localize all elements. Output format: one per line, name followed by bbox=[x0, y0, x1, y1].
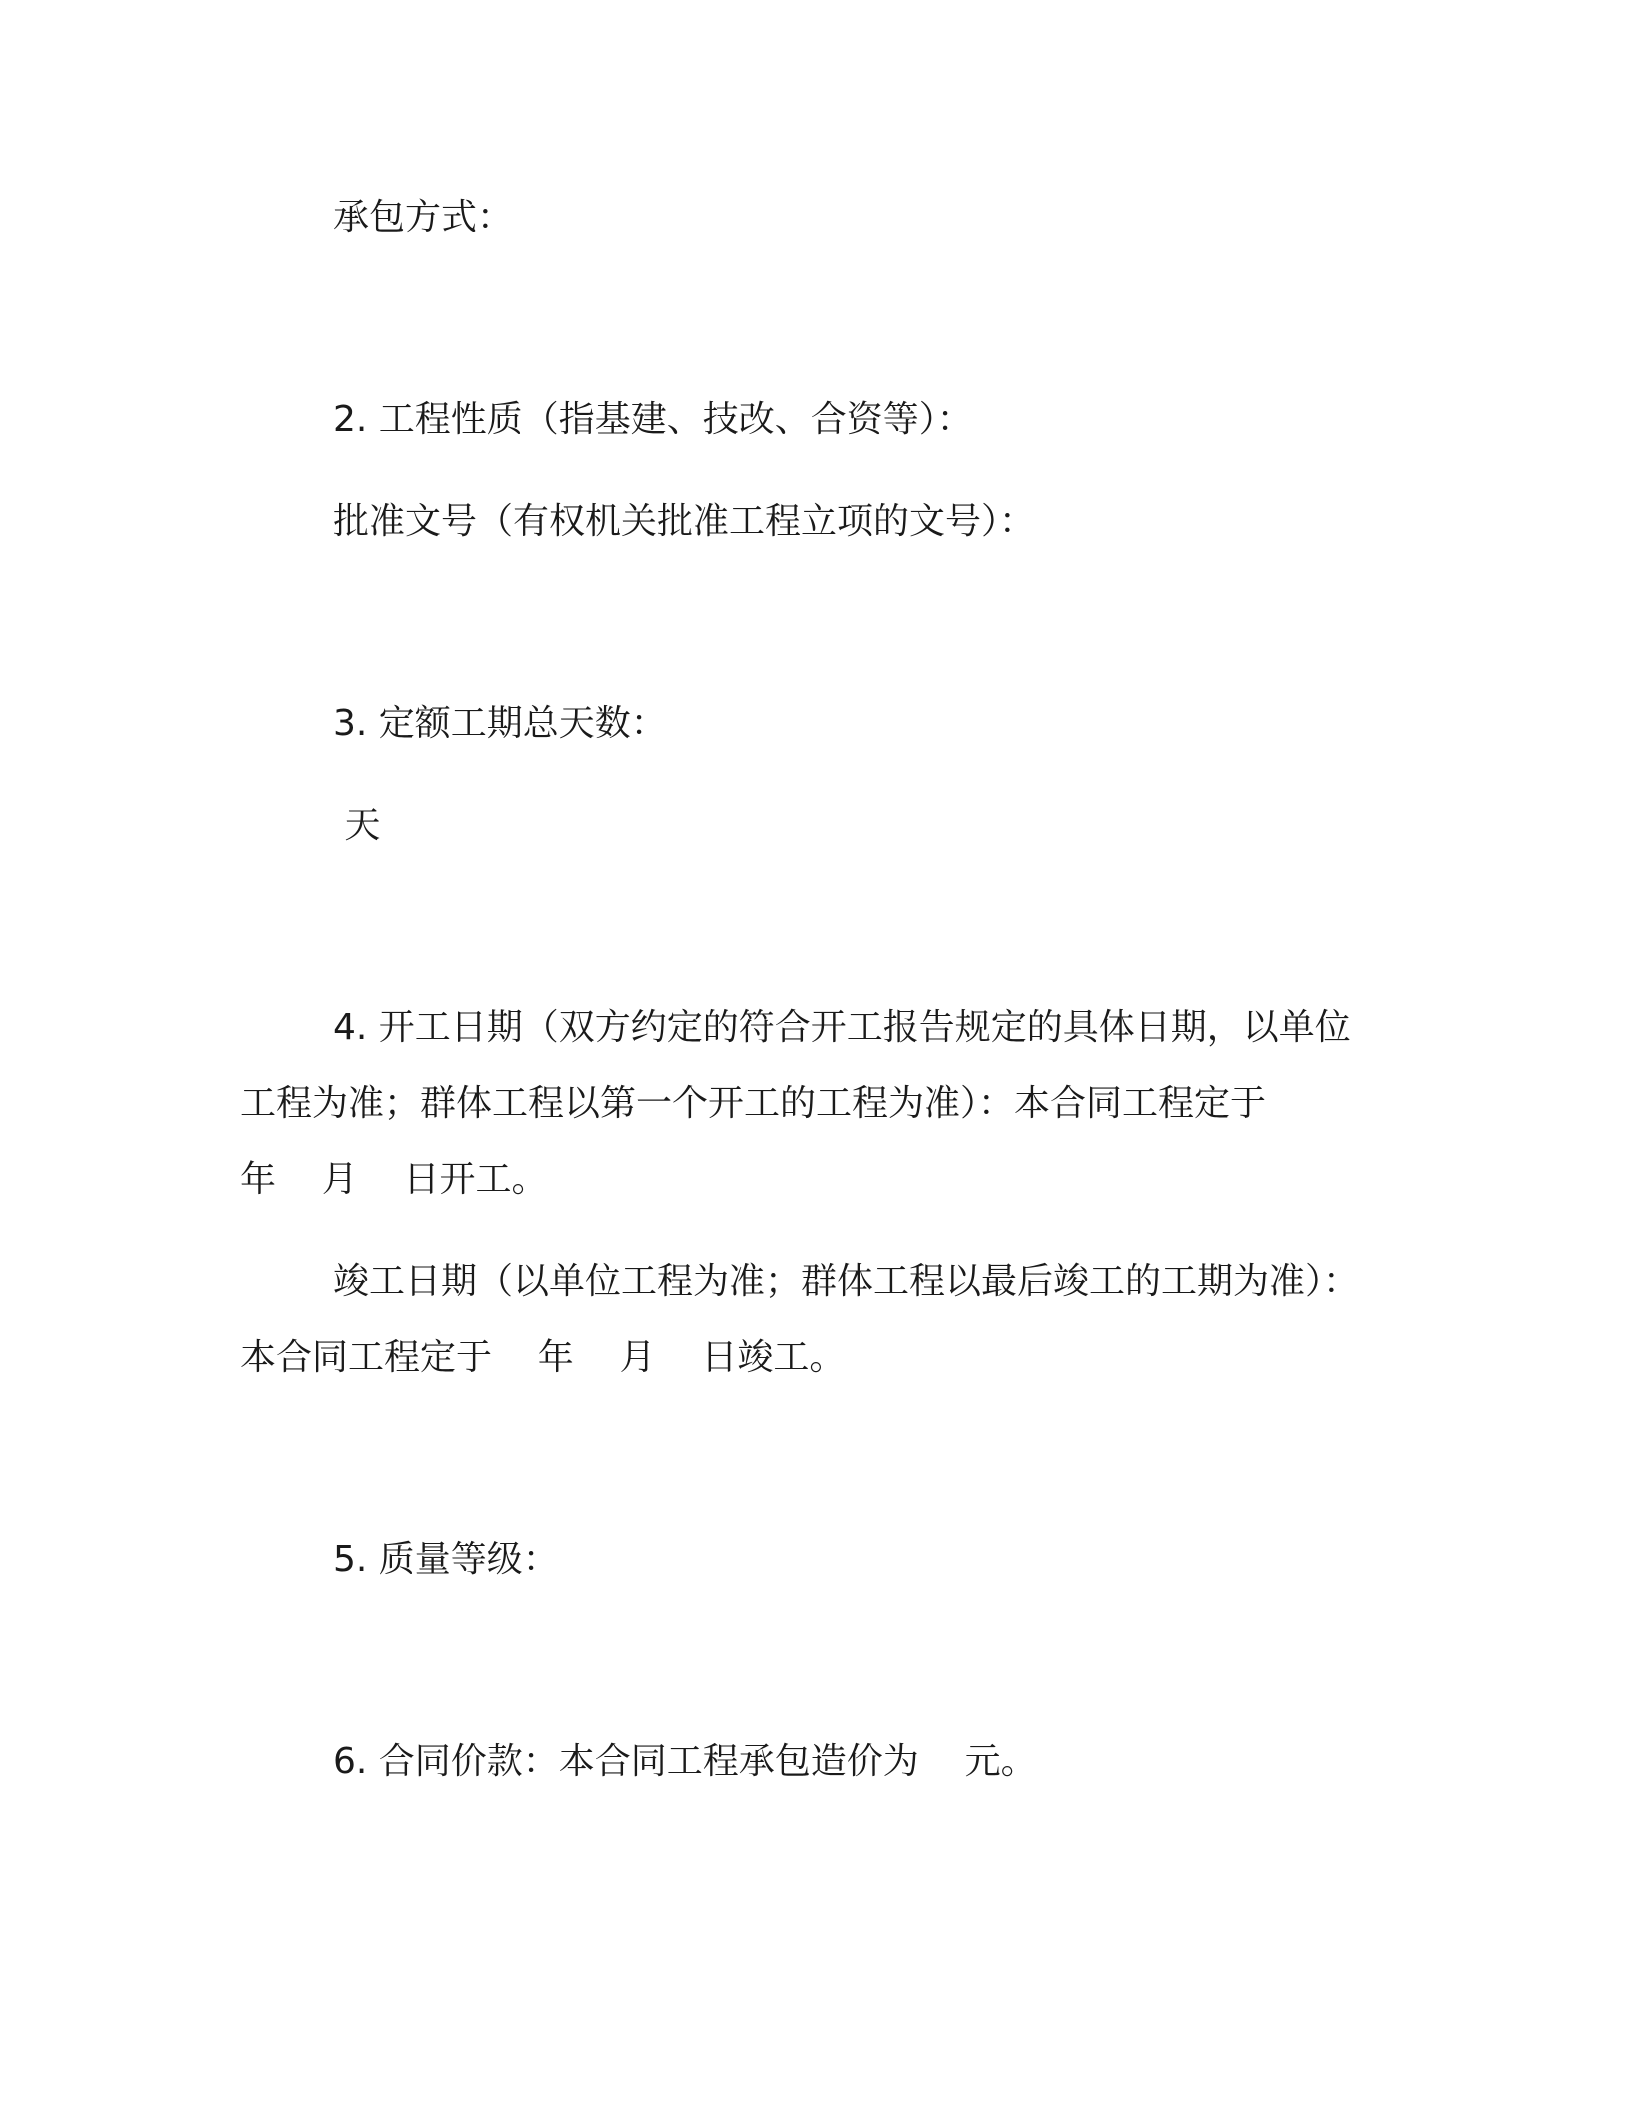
item-4-start-date-line-1: 4. 开工日期（双方约定的符合开工报告规定的具体日期，以单位 bbox=[333, 1007, 1351, 1048]
item-3-total-days: 3. 定额工期总天数： bbox=[333, 703, 667, 744]
approval-number-label: 批准文号（有权机关批准工程立项的文号）： bbox=[333, 501, 1036, 542]
item-5-quality-grade: 5. 质量等级： bbox=[333, 1539, 559, 1580]
item-4-start-date-line-2: 工程为准；群体工程以第一个开工的工程为准）：本合同工程定于 bbox=[240, 1083, 1267, 1124]
completion-date-line-1: 竣工日期（以单位工程为准；群体工程以最后竣工的工期为准）： bbox=[333, 1261, 1360, 1302]
days-unit: 天 bbox=[333, 805, 381, 846]
completion-date-line-2: 本合同工程定于 年 月 日竣工。 bbox=[240, 1337, 846, 1378]
item-6-contract-price: 6. 合同价款：本合同工程承包造价为 元。 bbox=[333, 1741, 1037, 1782]
contract-mode-label: 承包方式： bbox=[333, 197, 514, 238]
item-4-start-date-line-3: 年 月 日开工。 bbox=[240, 1159, 548, 1200]
item-2-project-nature: 2. 工程性质（指基建、技改、合资等）： bbox=[333, 399, 973, 440]
